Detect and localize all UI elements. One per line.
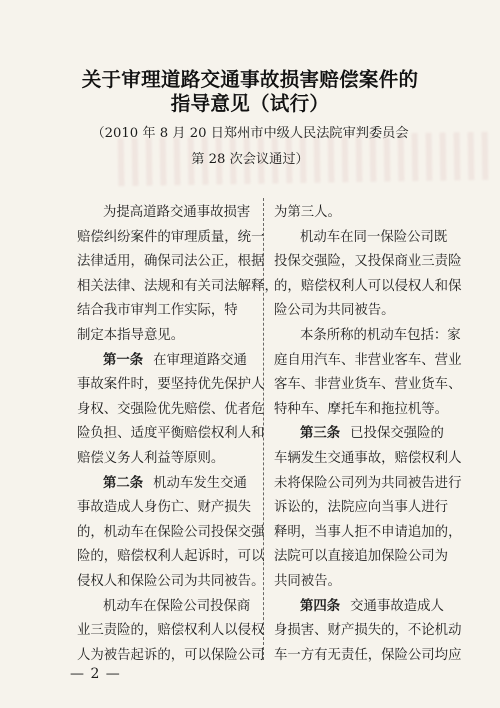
article-1-heading-line [77,349,252,374]
adoption-note-line2: 第 28 次会议通过） [191,152,309,167]
paragraph-line: 事故造成人身伤亡、财产损失 [77,500,252,516]
paragraph-line: 机动车在同一保险公司既 [300,229,448,245]
article-3-heading-line [274,422,452,447]
document-title-line1: 关于审理道路交通事故损害赔偿案件的 [81,68,419,91]
column-divider [263,198,265,660]
article-2-text: 机动车发生交通 [153,475,247,491]
paragraph-line: 车辆发生交通事故，赔偿权利人 [274,450,462,466]
article-1-label: 第一条 [103,352,144,368]
paragraph-line: 法院可以直接追加保险公司为 [274,549,449,565]
article-4-label: 第四条 [300,598,341,614]
paragraph-line: 的，机动车在保险公司投保交强 [77,524,265,540]
paragraph-line: 车一方有无责任，保险公司均应 [274,647,462,663]
paragraph-line: 险负担、适度平衡赔偿权利人和 [77,426,265,442]
article-2-heading-line [77,472,252,497]
article-1-text: 在审理道路交通 [153,352,247,368]
paragraph-line: 法律适用，确保司法公正，根据 [77,254,265,270]
paragraph-line: 业三责险的，赔偿权利人以侵权 [77,623,265,639]
paragraph-line: 机动车在保险公司投保商 [103,598,251,614]
adoption-note-line1: （2010 年 8 月 20 日郑州市中级人民法院审判委员会 [91,126,409,141]
paragraph-line: 身权、交强险优先赔偿、优者危 [77,401,265,417]
paragraph-line: 相关法律、法规和有关司法解释， [77,278,278,294]
paragraph-line: 制定本指导意见。 [77,327,185,343]
paragraph-line: 本条所称的机动车包括：家 [300,327,461,343]
article-3-label: 第三条 [300,426,341,442]
paragraph-line: 人为被告起诉的，可以保险公司 [77,647,265,663]
paragraph-line: 身损害、财产损失的，不论机动 [274,623,462,639]
left-column [77,201,278,668]
paragraph-line: 投保交强险，又投保商业三责险 [274,254,462,270]
paragraph-line: 的，赔偿权利人可以侵权人和保 [274,278,462,294]
paragraph-line: 为第三人。 [274,205,341,220]
paragraph-line: 结合我市审判工作实际，特 [77,303,238,319]
document-title-line2: 指导意见（试行） [170,92,330,115]
paragraph-line: 赔偿纠纷案件的审理质量，统一 [77,229,265,245]
paragraph-line: 事故案件时，要坚持优先保护人 [77,377,265,393]
paragraph-line: 诉讼的，法院应向当事人进行 [274,500,449,516]
paragraph-line: 赔偿义务人利益等原则。 [77,450,225,466]
paragraph-line: 共同被告。 [274,573,341,589]
article-3-text: 已投保交强险的 [350,426,444,442]
paragraph-line: 为提高道路交通事故损害 [103,205,251,220]
article-4-text: 交通事故造成人 [350,598,444,614]
paragraph-line: 险的，赔偿权利人起诉时，可以 [77,549,265,565]
paragraph-line: 侵权人和保险公司为共同被告。 [77,573,265,589]
article-4-heading-line [274,595,452,620]
paragraph-line: 庭自用汽车、非营业客车、营业 [274,352,462,368]
article-2-label: 第二条 [103,475,144,491]
paragraph-line: 特种车、摩托车和拖拉机等。 [274,401,449,417]
paragraph-line: 险公司为共同被告。 [274,303,395,319]
paragraph-line: 释明，当事人拒不申请追加的， [274,524,462,540]
paragraph-line: 未将保险公司列为共同被告进行 [274,475,462,491]
right-column [274,201,462,668]
paragraph-line: 客车、非营业货车、营业货车、 [274,377,462,393]
page-number: — 2 — [70,666,121,682]
